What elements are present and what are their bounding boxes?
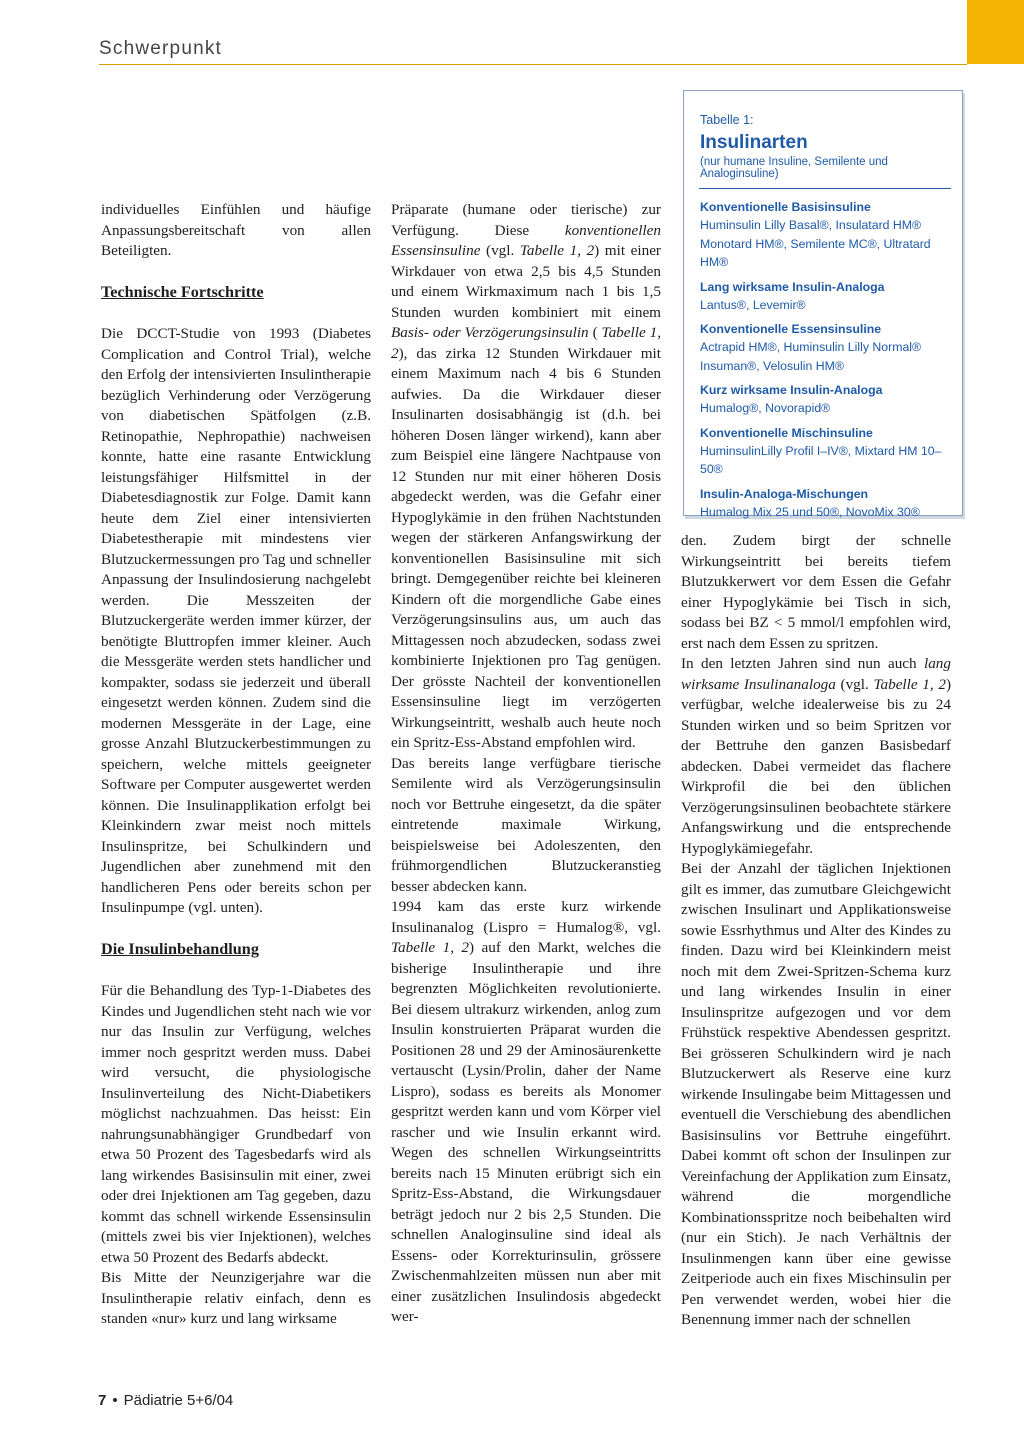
paragraph: Die DCCT-Studie von 1993 (Diabetes Complication and Control Trial), welche den Erfolg der intensivierten Insulintherapie bezüglich Verhinderung oder Verzögerung von diabetischen Spätfolgen (z.B. Retinopathie, Nephropathie) nachweisen konnte, hatte eine rasante Entwicklung leistungsfähiger Hilfsmittel in der Diabetesdiagnostik zur Folge. Damit kann heute dem Ziel einer intensivierten Diabetestherapie mit mindestens vier Blutzuckermessungen pro Tag und schneller Anpassung der Insulindosierung nachgelebt werden. Die Messzeiten der Blutzuckergeräte werden immer kürzer, der benötigte Bluttropfen immer kleiner. Auch die Messgeräte werden stets handlicher und kompakter, sodass sie jederzeit und überall eingesetzt werden können. Zudem sind die modernen Messgeräte in der Lage, eine grosse Anzahl Blutzuckerbestimmungen zu speichern, welche mittels geeigneter Software per Computer ausgewertet werden können. Die Insulinapplikation erfolgt bei Kleinkindern zwar meist noch mittels Insulinspritze, bei Schulkindern und Jugendlichen aber zunehmend mit den handlicheren Pens oder bereits schon per Insulinpumpe (vgl. unten). xyxy=(101,325,371,916)
table-group xyxy=(700,199,950,272)
text-run: Präparate (humane oder tierische) zur Verfügung. Diese xyxy=(391,201,661,239)
table-group-items: Lantus®, Levemir® xyxy=(700,297,806,312)
text-run: ) auf den Markt, welches die bisherige Insulintherapie und ihre begrenzten Möglichkeiten revolutionierte. Bei diesem ultrakurz wirkenden, anlog zum Insulin konstruierten Präparat wurden die Positionen 28 und 29 der Aminosäurenkette vertauscht (Lysin/Prolin, daher der Name Lispro), sodass es bereits als Monomer gespritzt werden kann und vom Körper viel rascher und wie Insulin erkannt wird. Wegen des schnellen Wirkungseintritts bereits nach 15 Minuten erübrigt sich ein Spritz-Ess-Abstand, die Wirkungsdauer beträgt jedoch nur 2 bis 2,5 Stunden. Die schnellen Analoginsuline sind ideal als Essens- oder Korrekturinsulin, grössere Zwischenmahlzeiten müssen nun aber mit einer zusätzlichen Insulindosis abgedeckt wer- xyxy=(391,939,661,1325)
paragraph: Bis Mitte der Neunzigerjahre war die Insulintherapie relativ einfach, denn es standen «nur» kurz und lang wirksame xyxy=(101,1269,371,1327)
table-divider xyxy=(699,188,951,189)
text-column-3 xyxy=(681,531,951,1331)
insulin-types-table xyxy=(683,90,963,519)
table-group-items: Humalog®, Novorapid® xyxy=(700,401,831,415)
table-group xyxy=(700,382,950,418)
paragraph: individuelles Einfühlen und häufige Anpassungsbereitschaft von allen Beteiligten. xyxy=(101,201,371,259)
paragraph xyxy=(681,654,951,859)
table-group-items: Humalog Mix 25 und 50®, NovoMix 30® xyxy=(700,504,920,519)
paragraph xyxy=(391,200,661,754)
section-heading-insulinbehandlung: Die Insulinbehandlung xyxy=(101,939,259,958)
table-subtitle: (nur humane Insuline, Semilente und Analoginsuline) xyxy=(700,156,888,180)
table-group-title: Insulin-Analoga-Mischungen xyxy=(700,486,869,501)
text-run: ), das zirka 12 Stunden Wirkdauer mit einem Maximum nach 4 bis 6 Stunden aufwies. Da die Wirkdauer dieser Insulinarten dosisabhängig ist (d.h. bei höheren Dosen länger wirkend), kann aber zum Beispiel eine längere Nachtpause von 12 Stunden nur mit einer höheren Dosis abgedeckt werden, was die Gefahr einer Hypoglykämie in den frühen Nachtstunden wegen der stärkeren Anfangswirkung der konventionellen Basisinsuline mit sich bringt. Demgegenüber reichte bei kleineren Kindern oft die morgendliche Gabe eines Verzögerungsinsulins aus, um auch das Mittagessen noch abzudecken, sodass zwei kombinierte Injektionen pro Tag genügen. Der grösste Nachteil der konventionellen Essensinsuline liegt im verzögerten Wirkungseintritt, weshalb auch heute noch ein Spritz-Ess-Abstand empfohlen wird. xyxy=(391,344,661,751)
paragraph: Das bereits lange verfügbare tierische Semilente wird als Verzögerungsinsulin noch vor Bettruhe eingesetzt, da die später eintretende maximale Wirkung, beispielsweise bei Adoleszenten, den frühmorgendlichen Blutzuckeranstieg besser abdecken kann. xyxy=(391,754,661,895)
table-reference: Tabelle 1, 2 xyxy=(391,324,661,362)
table-reference: Tabelle 1, 2 xyxy=(519,242,595,259)
table-group-title: Konventionelle Essensinsuline xyxy=(700,322,882,336)
text-run: (vgl. xyxy=(480,242,520,259)
table-group xyxy=(700,279,950,315)
page-number: 7 xyxy=(98,1392,107,1409)
paragraph xyxy=(391,897,661,1328)
table-group-title: Konventionelle Basisinsuline xyxy=(700,200,871,214)
table-reference: Tabelle 1, 2 xyxy=(391,939,470,956)
header-rule xyxy=(99,64,967,65)
section-header: Schwerpunkt xyxy=(99,38,223,59)
table-group-title: Konventionelle Mischinsuline xyxy=(700,425,873,440)
table-group-items: Huminsulin Lilly Basal®, Insulatard HM® Monotard HM®, Semilente MC®, Ultratard HM® xyxy=(700,218,931,269)
table-group-title: Lang wirksame Insulin-Analoga xyxy=(700,279,885,294)
paragraph: den. Zudem birgt der schnelle Wirkungseintritt bei bereits tiefem Blutzukkerwert vor dem Essen die Gefahr einer Hypoglykämie bei Tisch in sich, sodass bei BZ < 5 mmol/l empfohlen wird, erst nach dem Essen zu spritzen. xyxy=(681,532,951,652)
paragraph: Bei der Anzahl der täglichen Injektionen gilt es immer, das zumutbare Gleichgewicht zwischen Insulinart und Applikationsweise sowie Essrhythmus und Alter des Kindes zu finden. Dazu wird bei Kleinkindern meist noch mit dem Zwei-Spritzen-Schema kurz und lang wirkendes Insulin in einer Insulinspritze aufgezogen und vor dem Frühstück respektive Abendessen gespritzt. Bei grösseren Schulkindern wird je nach Blutzuckerwert als Reserve eine kurz wirkende Insulingabe beim Mittagessen und eventuell die Verschiebung des abendlichen Basisinsulins vor Bettruhe eingeführt. Dabei kommt oft schon der Insulinpen zur Vereinfachung der Applikation zum Einsatz, während die morgendliche Kombinationsspritze noch beibehalten wird (nur ein Stich). Je nach Verhältnis der Insulinmengen kann über eine gewisse Zeitperiode auch ein fixes Mischinsulin per Pen verwendet werden, wobei hier die Benennung immer nach der schnellen xyxy=(681,860,951,1328)
text-run: ) verfügbar, welche idealerweise bis zu 24 Stunden wirken und so beim Spritzen vor der Bettruhe den ganzen Basisbedarf abdecken. Dabei vermeidet das flachere Wirkprofil die bei den üblichen Verzögerungsinsulinen beobachtete stärkere Anfangswirkung und die entsprechende Hypoglykämiegefahr. xyxy=(681,675,951,857)
page-footer xyxy=(98,1392,233,1409)
journal-name: Pädiatrie 5+6/04 xyxy=(123,1392,234,1409)
table-group-items: HuminsulinLilly Profil I–IV®, Mixtard HM 10–50® xyxy=(700,443,942,476)
text-run: (vgl. xyxy=(835,675,874,693)
text-run: In den letzten Jahren sind nun auch xyxy=(681,655,924,672)
text-column-1 xyxy=(101,200,371,1330)
table-title: Insulinarten xyxy=(700,132,808,153)
text-run: ( xyxy=(588,324,602,341)
table-caption: Tabelle 1: xyxy=(700,113,754,127)
section-heading-technische-fortschritte: Technische Fortschritte xyxy=(101,282,264,301)
table-group-items: Actrapid HM®, Huminsulin Lilly Normal® Insuman®, Velosulin HM® xyxy=(700,340,922,373)
table-group-title: Kurz wirksame Insulin-Analoga xyxy=(700,383,883,397)
table-reference: Tabelle 1, 2 xyxy=(873,675,946,693)
footer-bullet: • xyxy=(112,1392,118,1409)
table-group xyxy=(700,321,950,375)
text-run: ) mit einer Wirkdauer von etwa 2,5 bis 4,5 Stunden und einem Wirkmaximum nach 1 bis 1,5 Stunden wurden kombiniert mit einem xyxy=(391,242,661,321)
paragraph: Für die Behandlung des Typ-1-Diabetes des Kindes und Jugendlichen steht nach wie vor nur das Insulin zur Verfügung, welches immer noch gespritzt werden muss. Dabei wird versucht, die physiologische Insulinverteilung des Nicht-Diabetikers möglichst nachzuahmen. Das heisst: Ein nahrungsunabhängiger Grundbedarf von etwa 50 Prozent des Tagesbedarfs wird als lang wirkendes Basisinsulin mit einer, zwei oder drei Injektionen am Tag gegeben, dazu kommt das schnell wirkende Essensinsulin (mittels zwei bis vier Injektionen), welches etwa 50 Prozent des Bedarfs abdeckt. xyxy=(101,982,371,1266)
text-column-2 xyxy=(391,200,661,1328)
emphasis: konventionellen Essensinsuline xyxy=(391,221,661,259)
table-group xyxy=(700,486,950,522)
corner-accent-tab xyxy=(967,0,1024,64)
emphasis: Basis- oder Verzögerungsinsulin xyxy=(391,324,589,341)
table-group xyxy=(700,425,950,479)
emphasis: lang wirksame Insulinanaloga xyxy=(681,655,951,693)
text-run: 1994 kam das erste kurz wirkende Insulinanalog (Lispro = Humalog®, vgl. xyxy=(391,898,661,936)
